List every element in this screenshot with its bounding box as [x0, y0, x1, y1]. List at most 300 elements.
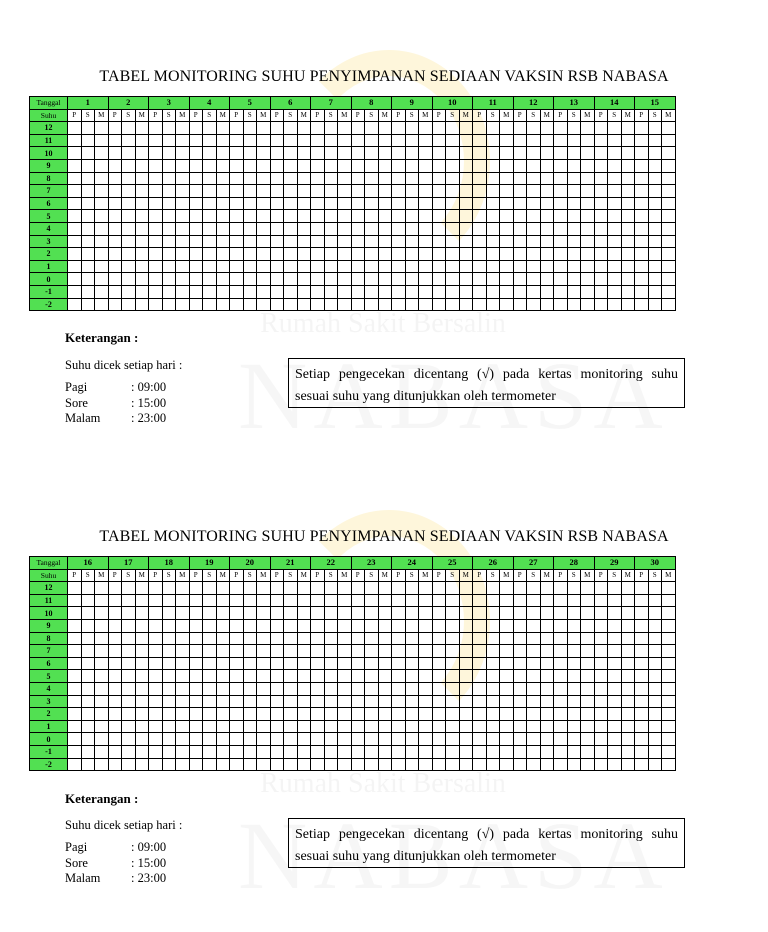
check-cell[interactable] — [662, 758, 676, 771]
check-cell[interactable] — [243, 159, 257, 172]
check-cell[interactable] — [378, 670, 392, 683]
check-cell[interactable] — [527, 632, 541, 645]
check-cell[interactable] — [635, 273, 649, 286]
check-cell[interactable] — [270, 582, 284, 595]
check-cell[interactable] — [608, 159, 622, 172]
check-cell[interactable] — [365, 273, 379, 286]
check-cell[interactable] — [122, 758, 136, 771]
check-cell[interactable] — [648, 582, 662, 595]
check-cell[interactable] — [162, 632, 176, 645]
check-cell[interactable] — [527, 708, 541, 721]
check-cell[interactable] — [122, 285, 136, 298]
check-cell[interactable] — [432, 582, 446, 595]
check-cell[interactable] — [554, 134, 568, 147]
check-cell[interactable] — [176, 632, 190, 645]
check-cell[interactable] — [230, 159, 244, 172]
check-cell[interactable] — [149, 147, 163, 160]
check-cell[interactable] — [392, 172, 406, 185]
check-cell[interactable] — [540, 708, 554, 721]
check-cell[interactable] — [338, 733, 352, 746]
check-cell[interactable] — [581, 235, 595, 248]
check-cell[interactable] — [162, 235, 176, 248]
check-cell[interactable] — [432, 670, 446, 683]
check-cell[interactable] — [405, 657, 419, 670]
check-cell[interactable] — [662, 632, 676, 645]
check-cell[interactable] — [108, 248, 122, 261]
check-cell[interactable] — [527, 619, 541, 632]
check-cell[interactable] — [81, 222, 95, 235]
check-cell[interactable] — [486, 185, 500, 198]
check-cell[interactable] — [68, 222, 82, 235]
check-cell[interactable] — [108, 235, 122, 248]
check-cell[interactable] — [594, 273, 608, 286]
check-cell[interactable] — [608, 708, 622, 721]
check-cell[interactable] — [122, 594, 136, 607]
check-cell[interactable] — [581, 159, 595, 172]
check-cell[interactable] — [189, 147, 203, 160]
check-cell[interactable] — [284, 758, 298, 771]
check-cell[interactable] — [527, 695, 541, 708]
check-cell[interactable] — [446, 594, 460, 607]
check-cell[interactable] — [392, 260, 406, 273]
check-cell[interactable] — [270, 733, 284, 746]
check-cell[interactable] — [365, 248, 379, 261]
check-cell[interactable] — [230, 695, 244, 708]
check-cell[interactable] — [419, 273, 433, 286]
check-cell[interactable] — [189, 210, 203, 223]
check-cell[interactable] — [68, 273, 82, 286]
check-cell[interactable] — [513, 582, 527, 595]
check-cell[interactable] — [122, 582, 136, 595]
check-cell[interactable] — [284, 222, 298, 235]
check-cell[interactable] — [189, 235, 203, 248]
check-cell[interactable] — [203, 273, 217, 286]
check-cell[interactable] — [621, 260, 635, 273]
check-cell[interactable] — [648, 695, 662, 708]
check-cell[interactable] — [297, 134, 311, 147]
check-cell[interactable] — [513, 210, 527, 223]
check-cell[interactable] — [581, 632, 595, 645]
check-cell[interactable] — [419, 745, 433, 758]
check-cell[interactable] — [365, 682, 379, 695]
check-cell[interactable] — [203, 159, 217, 172]
check-cell[interactable] — [473, 657, 487, 670]
check-cell[interactable] — [392, 720, 406, 733]
check-cell[interactable] — [284, 172, 298, 185]
check-cell[interactable] — [297, 607, 311, 620]
check-cell[interactable] — [581, 197, 595, 210]
check-cell[interactable] — [270, 632, 284, 645]
check-cell[interactable] — [68, 298, 82, 311]
check-cell[interactable] — [527, 670, 541, 683]
check-cell[interactable] — [378, 682, 392, 695]
check-cell[interactable] — [257, 582, 271, 595]
check-cell[interactable] — [284, 210, 298, 223]
check-cell[interactable] — [473, 758, 487, 771]
check-cell[interactable] — [257, 273, 271, 286]
check-cell[interactable] — [270, 260, 284, 273]
check-cell[interactable] — [162, 172, 176, 185]
check-cell[interactable] — [378, 657, 392, 670]
check-cell[interactable] — [446, 147, 460, 160]
check-cell[interactable] — [392, 682, 406, 695]
check-cell[interactable] — [149, 645, 163, 658]
check-cell[interactable] — [540, 733, 554, 746]
check-cell[interactable] — [581, 260, 595, 273]
check-cell[interactable] — [365, 619, 379, 632]
check-cell[interactable] — [621, 708, 635, 721]
check-cell[interactable] — [500, 298, 514, 311]
check-cell[interactable] — [392, 745, 406, 758]
check-cell[interactable] — [662, 733, 676, 746]
check-cell[interactable] — [500, 695, 514, 708]
check-cell[interactable] — [216, 632, 230, 645]
check-cell[interactable] — [405, 758, 419, 771]
check-cell[interactable] — [540, 594, 554, 607]
check-cell[interactable] — [324, 708, 338, 721]
check-cell[interactable] — [554, 695, 568, 708]
check-cell[interactable] — [513, 758, 527, 771]
check-cell[interactable] — [351, 159, 365, 172]
check-cell[interactable] — [230, 708, 244, 721]
check-cell[interactable] — [621, 134, 635, 147]
check-cell[interactable] — [297, 222, 311, 235]
check-cell[interactable] — [338, 758, 352, 771]
check-cell[interactable] — [378, 695, 392, 708]
check-cell[interactable] — [81, 159, 95, 172]
check-cell[interactable] — [432, 657, 446, 670]
check-cell[interactable] — [392, 632, 406, 645]
check-cell[interactable] — [149, 210, 163, 223]
check-cell[interactable] — [351, 285, 365, 298]
check-cell[interactable] — [351, 720, 365, 733]
check-cell[interactable] — [216, 210, 230, 223]
check-cell[interactable] — [405, 260, 419, 273]
check-cell[interactable] — [378, 582, 392, 595]
check-cell[interactable] — [473, 172, 487, 185]
check-cell[interactable] — [270, 594, 284, 607]
check-cell[interactable] — [135, 298, 149, 311]
check-cell[interactable] — [419, 298, 433, 311]
check-cell[interactable] — [68, 708, 82, 721]
check-cell[interactable] — [608, 695, 622, 708]
check-cell[interactable] — [324, 695, 338, 708]
check-cell[interactable] — [500, 582, 514, 595]
check-cell[interactable] — [176, 758, 190, 771]
check-cell[interactable] — [635, 298, 649, 311]
check-cell[interactable] — [446, 273, 460, 286]
check-cell[interactable] — [108, 632, 122, 645]
check-cell[interactable] — [621, 745, 635, 758]
check-cell[interactable] — [405, 285, 419, 298]
check-cell[interactable] — [216, 197, 230, 210]
check-cell[interactable] — [513, 645, 527, 658]
check-cell[interactable] — [621, 682, 635, 695]
check-cell[interactable] — [338, 260, 352, 273]
check-cell[interactable] — [257, 632, 271, 645]
check-cell[interactable] — [162, 657, 176, 670]
check-cell[interactable] — [621, 159, 635, 172]
check-cell[interactable] — [162, 197, 176, 210]
check-cell[interactable] — [527, 172, 541, 185]
check-cell[interactable] — [189, 682, 203, 695]
check-cell[interactable] — [594, 210, 608, 223]
check-cell[interactable] — [554, 285, 568, 298]
check-cell[interactable] — [351, 733, 365, 746]
check-cell[interactable] — [338, 670, 352, 683]
check-cell[interactable] — [270, 720, 284, 733]
check-cell[interactable] — [324, 159, 338, 172]
check-cell[interactable] — [311, 619, 325, 632]
check-cell[interactable] — [554, 147, 568, 160]
check-cell[interactable] — [162, 210, 176, 223]
check-cell[interactable] — [176, 210, 190, 223]
check-cell[interactable] — [608, 632, 622, 645]
check-cell[interactable] — [257, 682, 271, 695]
check-cell[interactable] — [419, 657, 433, 670]
check-cell[interactable] — [297, 619, 311, 632]
check-cell[interactable] — [176, 682, 190, 695]
check-cell[interactable] — [81, 607, 95, 620]
check-cell[interactable] — [419, 594, 433, 607]
check-cell[interactable] — [594, 594, 608, 607]
check-cell[interactable] — [648, 708, 662, 721]
check-cell[interactable] — [581, 682, 595, 695]
check-cell[interactable] — [324, 758, 338, 771]
check-cell[interactable] — [243, 222, 257, 235]
check-cell[interactable] — [473, 222, 487, 235]
check-cell[interactable] — [392, 122, 406, 135]
check-cell[interactable] — [392, 159, 406, 172]
check-cell[interactable] — [68, 122, 82, 135]
check-cell[interactable] — [608, 222, 622, 235]
check-cell[interactable] — [635, 122, 649, 135]
check-cell[interactable] — [662, 185, 676, 198]
check-cell[interactable] — [324, 235, 338, 248]
check-cell[interactable] — [500, 619, 514, 632]
check-cell[interactable] — [149, 122, 163, 135]
check-cell[interactable] — [513, 248, 527, 261]
check-cell[interactable] — [122, 298, 136, 311]
check-cell[interactable] — [108, 273, 122, 286]
check-cell[interactable] — [446, 134, 460, 147]
check-cell[interactable] — [162, 745, 176, 758]
check-cell[interactable] — [446, 235, 460, 248]
check-cell[interactable] — [621, 248, 635, 261]
check-cell[interactable] — [324, 594, 338, 607]
check-cell[interactable] — [108, 172, 122, 185]
check-cell[interactable] — [594, 682, 608, 695]
check-cell[interactable] — [81, 594, 95, 607]
check-cell[interactable] — [189, 720, 203, 733]
check-cell[interactable] — [554, 159, 568, 172]
check-cell[interactable] — [540, 159, 554, 172]
check-cell[interactable] — [500, 235, 514, 248]
check-cell[interactable] — [419, 682, 433, 695]
check-cell[interactable] — [567, 285, 581, 298]
check-cell[interactable] — [621, 197, 635, 210]
check-cell[interactable] — [189, 594, 203, 607]
check-cell[interactable] — [635, 285, 649, 298]
check-cell[interactable] — [230, 222, 244, 235]
check-cell[interactable] — [324, 632, 338, 645]
check-cell[interactable] — [446, 248, 460, 261]
check-cell[interactable] — [257, 645, 271, 658]
check-cell[interactable] — [473, 733, 487, 746]
check-cell[interactable] — [446, 695, 460, 708]
check-cell[interactable] — [270, 695, 284, 708]
check-cell[interactable] — [297, 657, 311, 670]
check-cell[interactable] — [68, 682, 82, 695]
check-cell[interactable] — [81, 210, 95, 223]
check-cell[interactable] — [635, 745, 649, 758]
check-cell[interactable] — [635, 695, 649, 708]
check-cell[interactable] — [567, 745, 581, 758]
check-cell[interactable] — [662, 298, 676, 311]
check-cell[interactable] — [527, 147, 541, 160]
check-cell[interactable] — [203, 619, 217, 632]
check-cell[interactable] — [365, 670, 379, 683]
check-cell[interactable] — [311, 260, 325, 273]
check-cell[interactable] — [230, 197, 244, 210]
check-cell[interactable] — [648, 645, 662, 658]
check-cell[interactable] — [621, 619, 635, 632]
check-cell[interactable] — [311, 147, 325, 160]
check-cell[interactable] — [446, 745, 460, 758]
check-cell[interactable] — [500, 285, 514, 298]
check-cell[interactable] — [95, 594, 109, 607]
check-cell[interactable] — [68, 594, 82, 607]
check-cell[interactable] — [446, 298, 460, 311]
check-cell[interactable] — [68, 720, 82, 733]
check-cell[interactable] — [189, 607, 203, 620]
check-cell[interactable] — [473, 582, 487, 595]
check-cell[interactable] — [338, 172, 352, 185]
check-cell[interactable] — [230, 134, 244, 147]
check-cell[interactable] — [311, 285, 325, 298]
check-cell[interactable] — [270, 235, 284, 248]
check-cell[interactable] — [162, 285, 176, 298]
check-cell[interactable] — [378, 235, 392, 248]
check-cell[interactable] — [567, 273, 581, 286]
check-cell[interactable] — [95, 285, 109, 298]
check-cell[interactable] — [473, 594, 487, 607]
check-cell[interactable] — [270, 210, 284, 223]
check-cell[interactable] — [284, 708, 298, 721]
check-cell[interactable] — [527, 733, 541, 746]
check-cell[interactable] — [662, 273, 676, 286]
check-cell[interactable] — [446, 619, 460, 632]
check-cell[interactable] — [324, 682, 338, 695]
check-cell[interactable] — [446, 122, 460, 135]
check-cell[interactable] — [594, 708, 608, 721]
check-cell[interactable] — [648, 682, 662, 695]
check-cell[interactable] — [324, 582, 338, 595]
check-cell[interactable] — [554, 619, 568, 632]
check-cell[interactable] — [500, 273, 514, 286]
check-cell[interactable] — [513, 745, 527, 758]
check-cell[interactable] — [608, 657, 622, 670]
check-cell[interactable] — [392, 708, 406, 721]
check-cell[interactable] — [500, 708, 514, 721]
check-cell[interactable] — [594, 159, 608, 172]
check-cell[interactable] — [473, 285, 487, 298]
check-cell[interactable] — [378, 210, 392, 223]
check-cell[interactable] — [554, 758, 568, 771]
check-cell[interactable] — [621, 172, 635, 185]
check-cell[interactable] — [459, 260, 473, 273]
check-cell[interactable] — [554, 260, 568, 273]
check-cell[interactable] — [68, 134, 82, 147]
check-cell[interactable] — [216, 582, 230, 595]
check-cell[interactable] — [122, 235, 136, 248]
check-cell[interactable] — [243, 594, 257, 607]
check-cell[interactable] — [135, 745, 149, 758]
check-cell[interactable] — [270, 607, 284, 620]
check-cell[interactable] — [648, 210, 662, 223]
check-cell[interactable] — [257, 619, 271, 632]
check-cell[interactable] — [230, 260, 244, 273]
check-cell[interactable] — [81, 147, 95, 160]
check-cell[interactable] — [68, 670, 82, 683]
check-cell[interactable] — [432, 285, 446, 298]
check-cell[interactable] — [635, 147, 649, 160]
check-cell[interactable] — [513, 607, 527, 620]
check-cell[interactable] — [108, 197, 122, 210]
check-cell[interactable] — [621, 582, 635, 595]
check-cell[interactable] — [527, 285, 541, 298]
check-cell[interactable] — [324, 720, 338, 733]
check-cell[interactable] — [608, 298, 622, 311]
check-cell[interactable] — [243, 273, 257, 286]
check-cell[interactable] — [216, 185, 230, 198]
check-cell[interactable] — [122, 645, 136, 658]
check-cell[interactable] — [405, 122, 419, 135]
check-cell[interactable] — [486, 695, 500, 708]
check-cell[interactable] — [311, 298, 325, 311]
check-cell[interactable] — [230, 235, 244, 248]
check-cell[interactable] — [297, 632, 311, 645]
check-cell[interactable] — [351, 670, 365, 683]
check-cell[interactable] — [567, 720, 581, 733]
check-cell[interactable] — [594, 720, 608, 733]
check-cell[interactable] — [392, 185, 406, 198]
check-cell[interactable] — [365, 185, 379, 198]
check-cell[interactable] — [594, 582, 608, 595]
check-cell[interactable] — [81, 758, 95, 771]
check-cell[interactable] — [432, 632, 446, 645]
check-cell[interactable] — [95, 682, 109, 695]
check-cell[interactable] — [540, 582, 554, 595]
check-cell[interactable] — [203, 134, 217, 147]
check-cell[interactable] — [230, 720, 244, 733]
check-cell[interactable] — [122, 657, 136, 670]
check-cell[interactable] — [270, 758, 284, 771]
check-cell[interactable] — [95, 235, 109, 248]
check-cell[interactable] — [297, 695, 311, 708]
check-cell[interactable] — [554, 632, 568, 645]
check-cell[interactable] — [486, 670, 500, 683]
check-cell[interactable] — [567, 147, 581, 160]
check-cell[interactable] — [527, 645, 541, 658]
check-cell[interactable] — [594, 147, 608, 160]
check-cell[interactable] — [365, 260, 379, 273]
check-cell[interactable] — [176, 720, 190, 733]
check-cell[interactable] — [365, 222, 379, 235]
check-cell[interactable] — [284, 670, 298, 683]
check-cell[interactable] — [567, 582, 581, 595]
check-cell[interactable] — [608, 594, 622, 607]
